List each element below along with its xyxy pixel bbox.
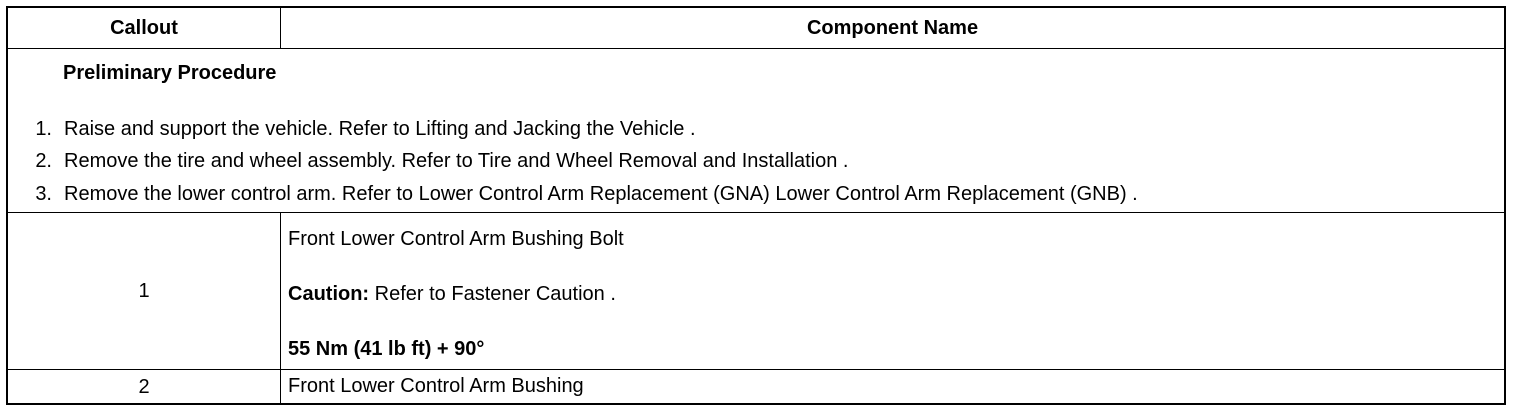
step-text: Raise and support the vehicle. Refer to Lifting and Jacking the Vehicle . bbox=[64, 118, 696, 140]
torque-spec: 55 Nm (41 lb ft) + 90° bbox=[288, 338, 485, 360]
preliminary-procedure-row bbox=[8, 49, 1504, 213]
step-number: 1. bbox=[35, 118, 52, 140]
callout-cell: 2 bbox=[138, 376, 150, 398]
header-component-name: Component Name bbox=[806, 16, 979, 39]
component-name: Front Lower Control Arm Bushing bbox=[288, 375, 584, 397]
callout-cell: 1 bbox=[138, 280, 150, 302]
preliminary-procedure-title: Preliminary Procedure bbox=[63, 62, 277, 84]
component-name: Front Lower Control Arm Bushing Bolt bbox=[288, 228, 624, 250]
step-text: Remove the tire and wheel assembly. Refer to Tire and Wheel Removal and Installation . bbox=[64, 150, 849, 172]
column-divider bbox=[280, 370, 281, 405]
column-divider bbox=[280, 8, 281, 49]
step-text: Remove the lower control arm. Refer to Lower Control Arm Replacement (GNA) Lower Control Arm Replacement (GNB) . bbox=[64, 183, 1138, 205]
table-header-row bbox=[8, 8, 1504, 49]
column-divider bbox=[280, 213, 281, 370]
step-number: 2. bbox=[35, 150, 52, 172]
caution-note bbox=[288, 283, 616, 306]
callout-table bbox=[6, 6, 1506, 405]
table-row bbox=[8, 213, 1504, 370]
caution-label: Caution: bbox=[288, 283, 370, 305]
table-row bbox=[8, 370, 1504, 405]
header-callout: Callout bbox=[110, 16, 178, 39]
step-number: 3. bbox=[35, 183, 52, 205]
caution-text: Refer to Fastener Caution . bbox=[369, 283, 616, 305]
